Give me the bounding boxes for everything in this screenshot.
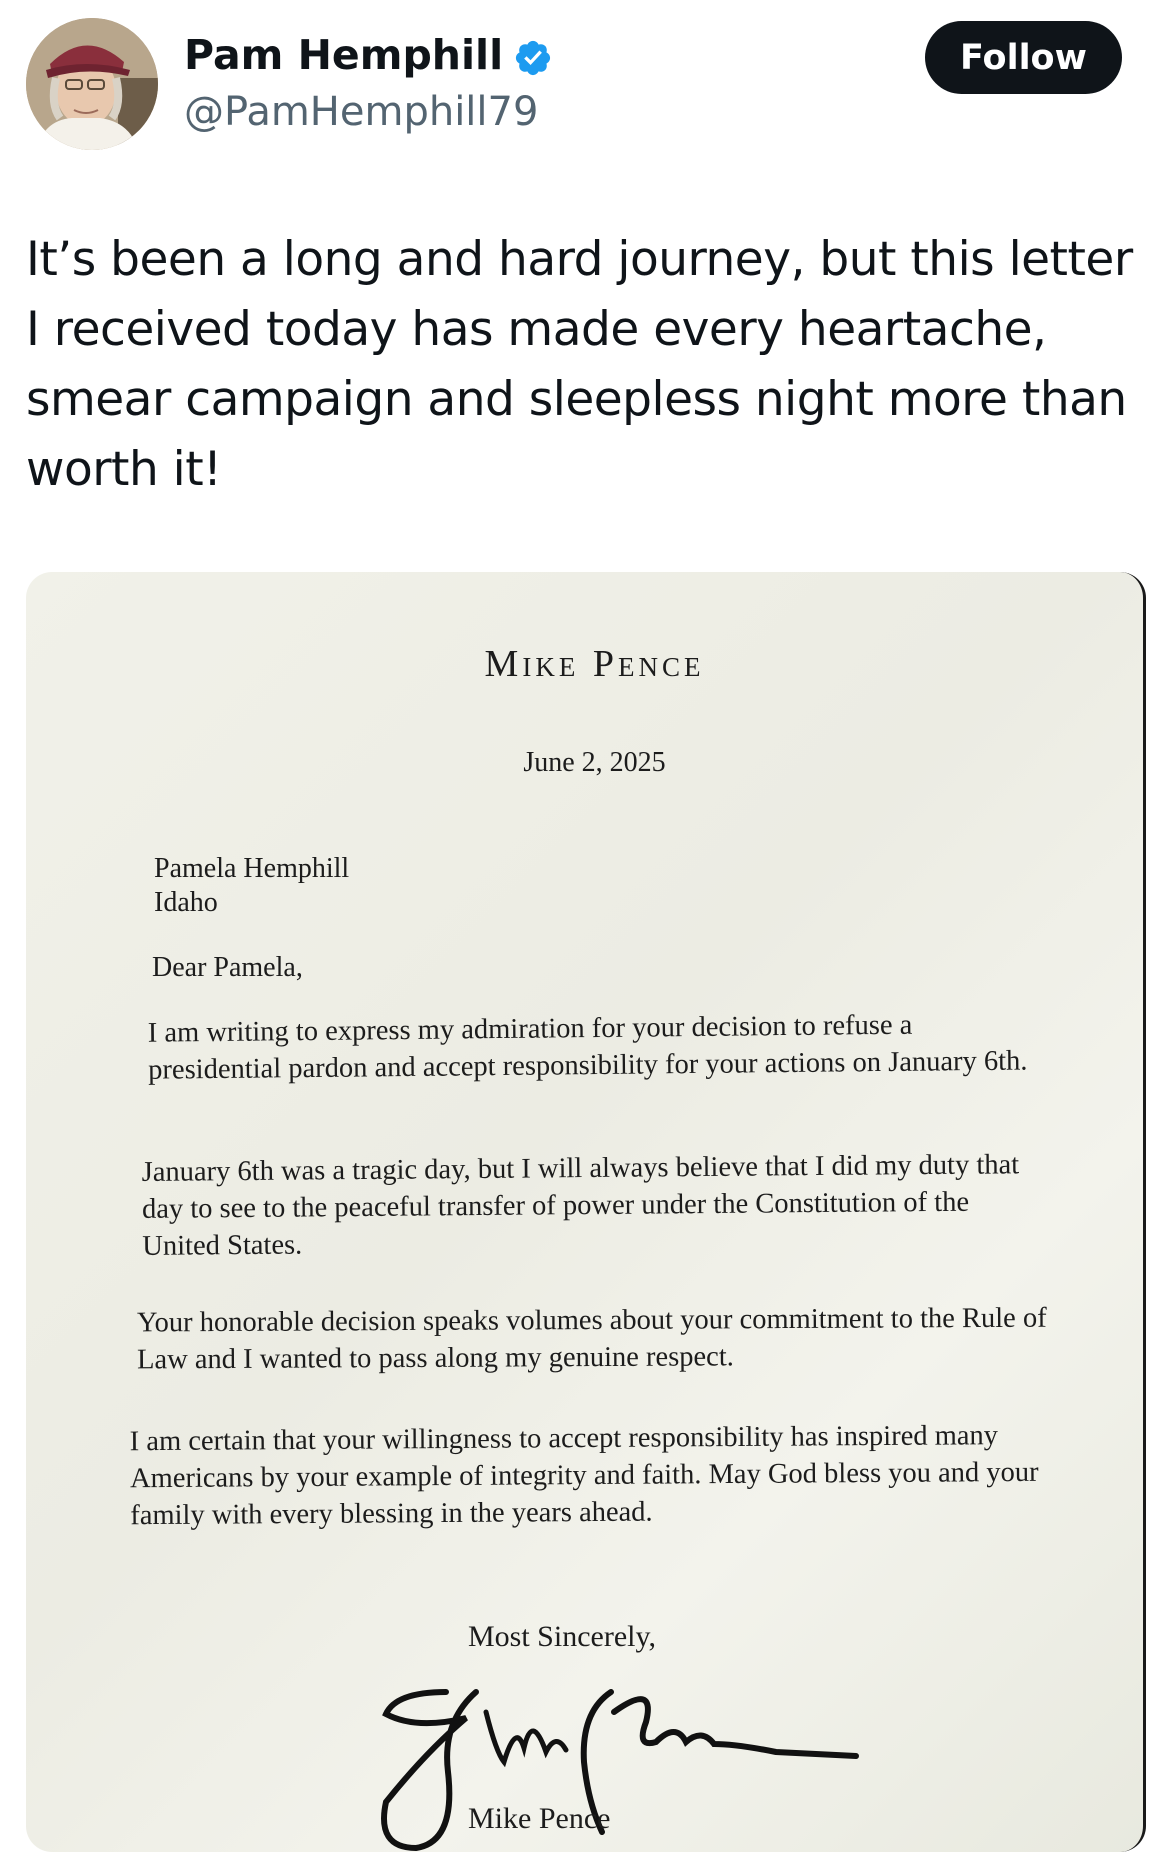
author-handle[interactable]: @PamHemphill79 <box>184 89 539 135</box>
letter-paragraph-1: I am writing to express my admiration for your decision to refuse a presidential pardon and accept responsibility for your actions on January 6th. <box>147 1009 1028 1086</box>
signature-image <box>356 1652 916 1852</box>
letter-paragraph-2: January 6th was a tragic day, but I will always believe that I did my duty that day to see to the peaceful transfer of power under the Constitution of the United States. <box>141 1149 1020 1262</box>
tweet-text: It’s been a long and hard journey, but this letter I received today has made every heartache, smear campaign and sleepless night more than worth it! <box>26 232 1133 497</box>
letter-paragraph-3: Your honorable decision speaks volumes about your commitment to the Rule of Law and I wanted to pass along my genuine respect. <box>136 1302 1047 1376</box>
recipient-location: Idaho <box>154 887 218 918</box>
letter-date: June 2, 2025 <box>523 747 666 778</box>
recipient-name: Pamela Hemphill <box>154 853 350 884</box>
display-name-text[interactable]: Pam Hemphill <box>184 31 504 79</box>
letterhead: Mike Pence <box>484 643 705 685</box>
tweet-media-image[interactable] <box>26 572 1146 1852</box>
letter-paragraph-4: I am certain that your willingness to accept responsibility has inspired many Americans by your example of integrity and faith. May God bless you and your family with every blessing in the years ahead. <box>129 1420 1039 1532</box>
avatar[interactable] <box>26 18 158 150</box>
letter-closing: Most Sincerely, <box>468 1620 657 1653</box>
verified-badge-icon[interactable] <box>513 35 553 75</box>
letter-document <box>26 572 1143 1852</box>
author-block <box>184 26 553 140</box>
letter-salutation: Dear Pamela, <box>152 952 303 983</box>
author-display-name[interactable] <box>184 26 553 84</box>
follow-button[interactable]: Follow <box>925 21 1122 94</box>
letter-recipient <box>154 852 349 920</box>
avatar-photo <box>26 18 158 150</box>
tweet-header <box>0 0 1167 160</box>
letter-signer: Mike Pence <box>468 1802 611 1835</box>
